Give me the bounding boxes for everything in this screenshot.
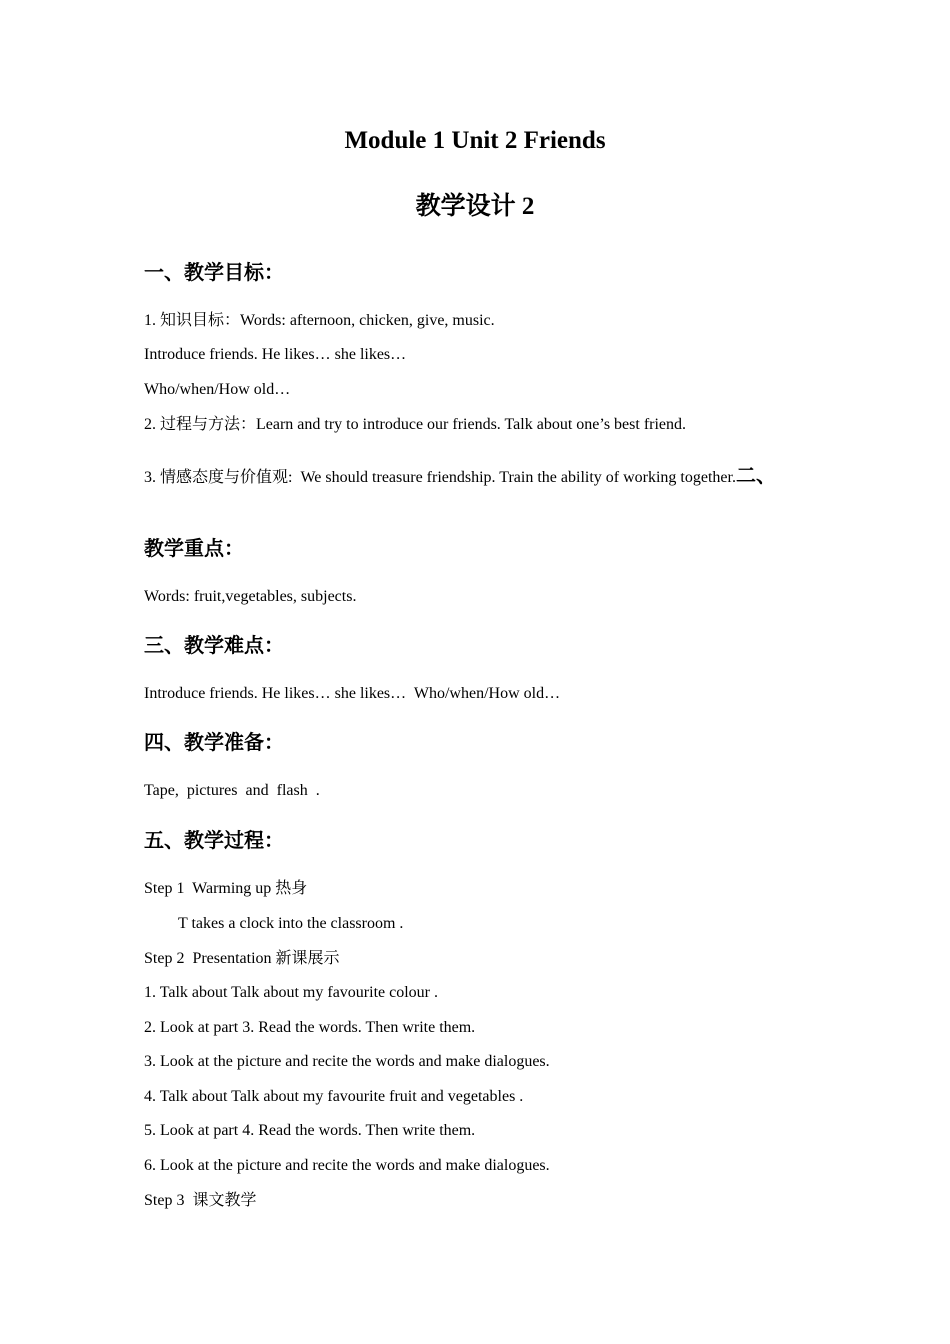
- process-step-2: Step 2 Presentation 新课展示: [144, 950, 340, 967]
- preparation-line-1: Tape, pictures and flash .: [144, 782, 320, 799]
- process-item-4: 4. Talk about Talk about my favourite fruit and vegetables .: [144, 1088, 524, 1105]
- objective-line-1: 1. 知识目标：Words: afternoon, chicken, give, music.: [144, 312, 495, 329]
- process-item-2: 2. Look at part 3. Read the words. Then write them.: [144, 1019, 476, 1036]
- process-step-1: Step 1 Warming up 热身: [144, 880, 308, 897]
- objective-line-3: Who/when/How old…: [144, 381, 291, 398]
- process-item-6: 6. Look at the picture and recite the words and make dialogues.: [144, 1157, 550, 1174]
- section-heading-difficulties: 三、教学难点：: [144, 633, 284, 657]
- section-heading-objectives: 一、教学目标：: [144, 260, 284, 284]
- document-title: Module 1 Unit 2 Friends: [344, 127, 606, 154]
- process-step-3: Step 3 课文教学: [144, 1192, 257, 1209]
- objective-line-2: Introduce friends. He likes… she likes…: [144, 346, 407, 363]
- process-step-1-detail: T takes a clock into the classroom .: [178, 915, 404, 932]
- process-item-1: 1. Talk about Talk about my favourite colour .: [144, 984, 438, 1001]
- objective-line-5: [144, 464, 776, 489]
- document-subtitle: 教学设计 2: [415, 193, 535, 220]
- objective-line-5-text: 3. 情感态度与价值观: We should treasure friendship. Train the ability of working together.: [144, 469, 736, 486]
- section-heading-key-points: 教学重点：: [144, 536, 244, 560]
- process-item-3: 3. Look at the picture and recite the words and make dialogues.: [144, 1053, 550, 1070]
- section-heading-process: 五、教学过程：: [144, 828, 284, 852]
- section-number-key-points: 二、: [735, 463, 776, 487]
- objective-line-4: 2. 过程与方法：Learn and try to introduce our friends. Talk about one’s best friend.: [144, 416, 687, 433]
- key-points-line-1: Words: fruit,vegetables, subjects.: [144, 588, 357, 605]
- section-heading-preparation: 四、教学准备：: [144, 730, 284, 754]
- difficulties-line-1: Introduce friends. He likes… she likes… Who/when/How old…: [144, 685, 561, 702]
- process-item-5: 5. Look at part 4. Read the words. Then write them.: [144, 1122, 476, 1139]
